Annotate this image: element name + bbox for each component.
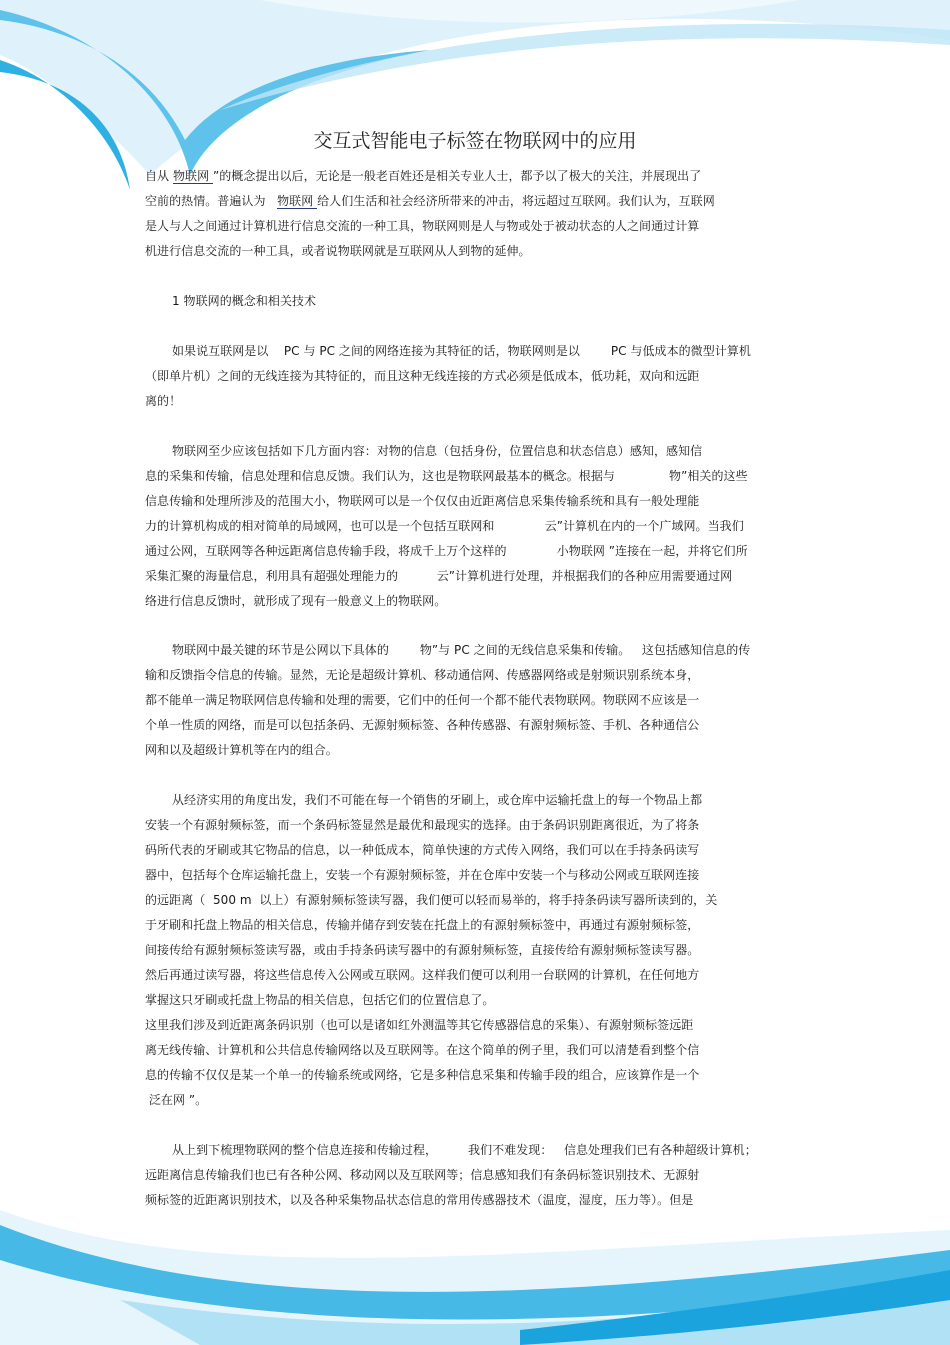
intro-text: 给人们生活和社会经济所带来的冲击，将远超过互联网。我们认为，互联网 xyxy=(317,194,715,208)
paragraph-line: 泛在网 ”。 xyxy=(145,1093,208,1107)
paragraph-line: 于牙刷和托盘上物品的相关信息，传输并储存到安装在托盘上的有源射频标签中，再通过有源射频标签， xyxy=(145,918,700,932)
paragraph-line: 从经济实用的角度出发，我们不可能在每一个销售的牙刷上，或仓库中运输托盘上的每一个物品上都 xyxy=(172,793,703,807)
intro-line-4: 机进行信息交流的一种工具，或者说物联网就是互联网从人到物的延伸。 xyxy=(145,244,531,258)
paragraph-line: 都不能单一满足物联网信息传输和处理的需要，它们中的任何一个都不能代表物联网。物联网不应该是一 xyxy=(145,693,700,707)
section-heading: 1 物联网的概念和相关技术 xyxy=(172,294,317,308)
paragraph-line: 采集汇聚的海量信息，利用具有超强处理能力的 云”计算机进行处理，并根据我们的各种应用需要通过网 xyxy=(145,569,733,583)
paragraph-line: 然后再通过读写器，将这些信息传入公网或互联网。这样我们便可以利用一台联网的计算机，在任何地方 xyxy=(145,968,700,982)
paragraph-line: 物联网中最关键的环节是公网以下具体的 物”与 PC 之间的无线信息采集和传输。 这包括感知信息的传 xyxy=(172,643,751,657)
paragraph-line: 物联网至少应该包括如下几方面内容：对物的信息（包括身份，位置信息和状态信息）感知，感知信 xyxy=(172,444,703,458)
intro-text: 空前的热情。普遍认为 xyxy=(145,194,278,208)
intro-line-2 xyxy=(145,191,715,211)
paragraph-line: 通过公网，互联网等各种远距离信息传输手段，将成千上万个这样的 小物联网 ”连接在一起，并将它们所 xyxy=(145,544,748,558)
paragraph-line: 络进行信息反馈时，就形成了现有一般意义上的物联网。 xyxy=(145,594,447,608)
paragraph-line: 息的采集和传输，信息处理和信息反馈。我们认为，这也是物联网最基本的概念。根据与 物”相关的这些 xyxy=(145,469,748,483)
paragraph-line: （即单片机）之间的无线连接为其特征的，而且这种无线连接的方式必须是低成本，低功耗，双向和远距 xyxy=(145,369,700,383)
intro-text: ”的概念提出以后，无论是一般老百姓还是相关专业人士，都予以了极大的关注，并展现出了 xyxy=(212,169,702,183)
paragraph-line: 远距离信息传输我们也已有各种公网、移动网以及互联网等；信息感知我们有条码标签识别技术、无源射 xyxy=(145,1168,700,1182)
paragraph-line: 频标签的近距离识别技术，以及各种采集物品状态信息的常用传感器技术（温度，湿度，压力等）。但是 xyxy=(145,1193,694,1207)
keyword-link[interactable]: 物联网 xyxy=(277,194,318,208)
intro-text: 自从 xyxy=(145,169,173,183)
keyword-link[interactable]: 物联网 xyxy=(172,169,213,183)
paragraph-line: 间接传给有源射频标签读写器，或由手持条码读写器中的有源射频标签，直接传给有源射频标签读写器。 xyxy=(145,943,700,957)
paragraph-line: 器中，包括每个仓库运输托盘上，安装一个有源射频标签，并在仓库中安装一个与移动公网或互联网连接 xyxy=(145,868,700,882)
intro-line-3: 是人与人之间通过计算机进行信息交流的一种工具，物联网则是人与物或处于被动状态的人之间通过计算 xyxy=(145,219,700,233)
paragraph-line: 力的计算机构成的相对简单的局域网，也可以是一个包括互联网和 云”计算机在内的一个广域网。当我们 xyxy=(145,519,744,533)
paragraph-line: 输和反馈指令信息的传输。显然，无论是超级计算机、移动通信网、传感器网络或是射频识别系统本身， xyxy=(145,668,700,682)
paragraph-line: 掌握这只牙刷或托盘上物品的相关信息，包括它们的位置信息了。 xyxy=(145,993,495,1007)
intro-line-1 xyxy=(145,166,701,186)
paragraph-line: 离的！ xyxy=(145,394,182,408)
paragraph-line: 个单一性质的网络，而是可以包括条码、无源射频标签、各种传感器、有源射频标签、手机、各种通信公 xyxy=(145,718,700,732)
paragraph-line: 离无线传输、计算机和公共信息传输网络以及互联网等。在这个简单的例子里，我们可以清楚看到整个信 xyxy=(145,1043,700,1057)
paragraph-line: 码所代表的牙刷或其它物品的信息，以一种低成本，简单快速的方式传入网络，我们可以在手持条码读写 xyxy=(145,843,700,857)
paragraph-line: 信息传输和处理所涉及的范围大小，物联网可以是一个仅仅由近距离信息采集传输系统和具有一般处理能 xyxy=(145,494,700,508)
paragraph-line: 这里我们涉及到近距离条码识别（也可以是诸如红外测温等其它传感器信息的采集）、有源射频标签远距 xyxy=(145,1018,694,1032)
paragraph-line: 的远距离（ 500 m 以上）有源射频标签读写器，我们便可以轻而易举的，将手持条码读写器所读到的，关 xyxy=(145,893,718,907)
paragraph-line: 网和以及超级计算机等在内的组合。 xyxy=(145,743,338,757)
paragraph-line: 如果说互联网是以 PC 与 PC 之间的网络连接为其特征的话，物联网则是以 PC 与低成本的微型计算机 xyxy=(172,344,751,358)
paragraph-line: 安装一个有源射频标签，而一个条码标签显然是最优和最现实的选择。由于条码识别距离很近，为了将条 xyxy=(145,818,700,832)
document-title: 交互式智能电子标签在物联网中的应用 xyxy=(313,130,637,152)
paragraph-line: 息的传输不仅仅是某一个单一的传输系统或网络，它是多种信息采集和传输手段的组合，应该算作是一个 xyxy=(145,1068,700,1082)
paragraph-line: 从上到下梳理物联网的整个信息连接和传输过程， 我们不难发现： 信息处理我们已有各种超级计算机； xyxy=(172,1143,757,1157)
